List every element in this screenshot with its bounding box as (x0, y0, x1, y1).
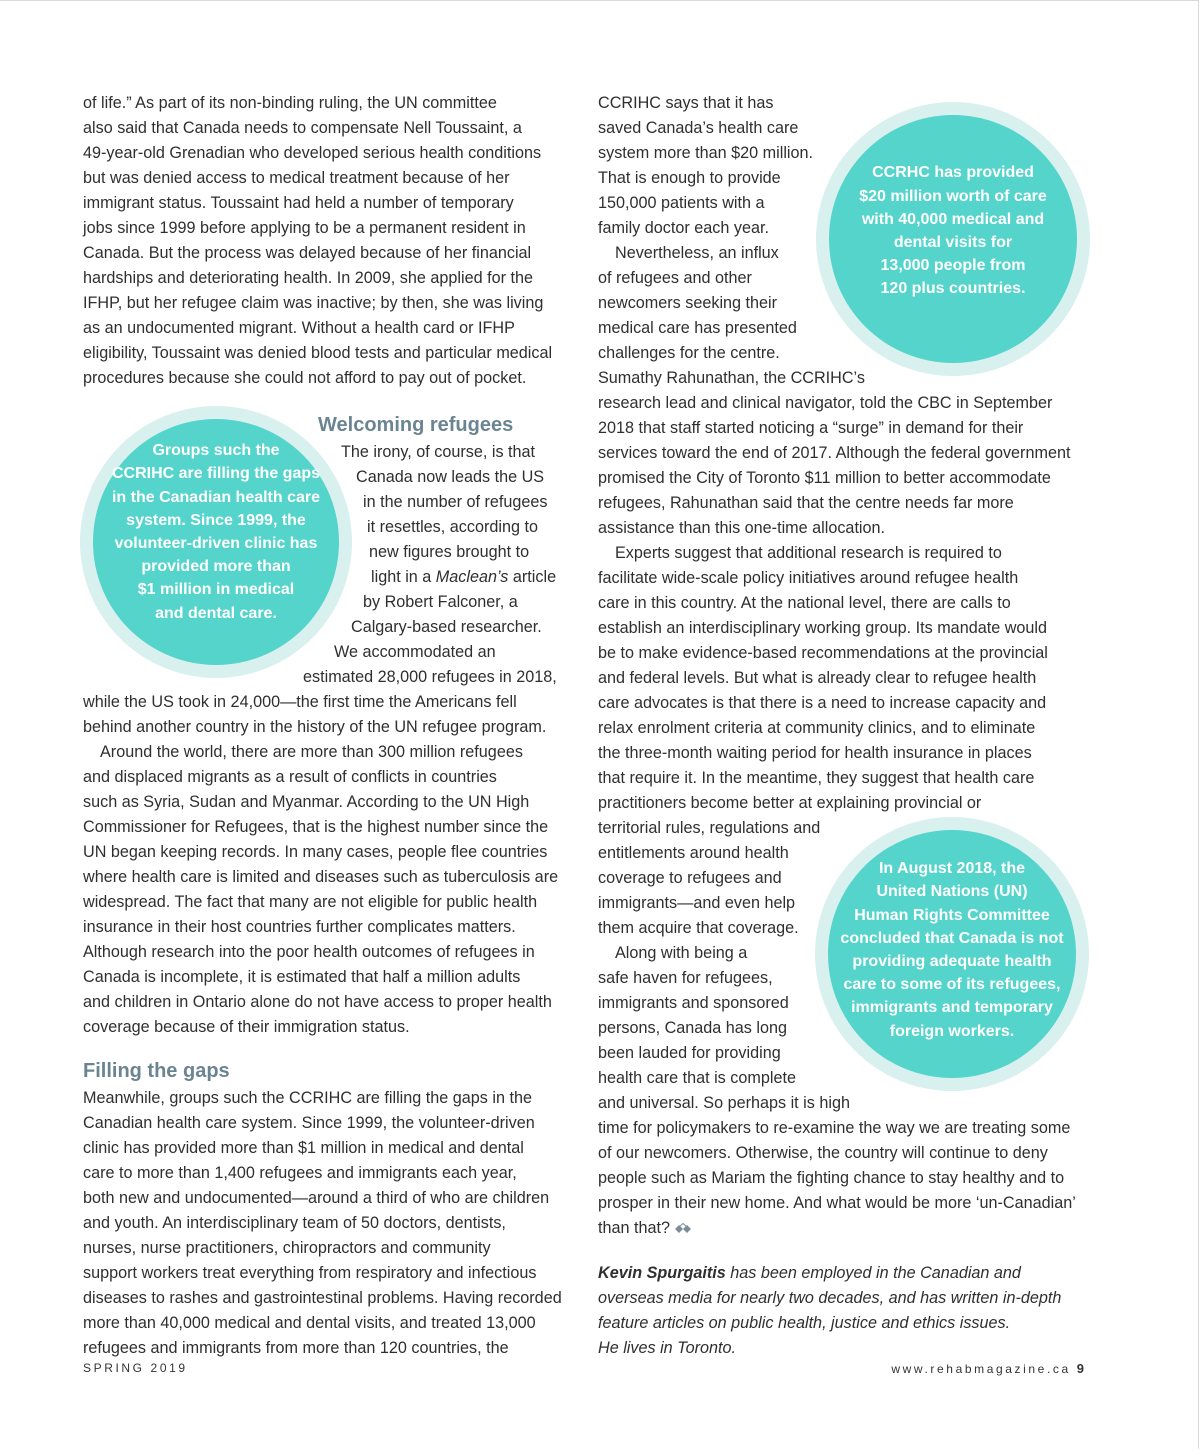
text-line: immigrant status. Toussaint had held a number of temporary (83, 194, 514, 212)
text-line: Sumathy Rahunathan, the CCRIHC’s (598, 369, 865, 387)
text-line: jobs since 1999 before applying to be a permanent resident in (83, 219, 526, 237)
text-fragment: light in a (371, 568, 436, 586)
text-line: care in this country. At the national level, there are calls to (598, 594, 1011, 612)
text-line: UN began keeping records. In many cases, people flee countries (83, 843, 548, 861)
pullquote-line: United Nations (UN) (876, 883, 1028, 901)
text-line: establish an interdisciplinary working group. Its mandate would (598, 619, 1047, 637)
text-line: 150,000 patients with a (598, 194, 765, 212)
text-line: while the US took in 24,000—the first time the Americans fell (83, 693, 517, 711)
text-line: Experts suggest that additional research is required to (615, 544, 1002, 562)
text-line: Canada is incomplete, it is estimated that half a million adults (83, 968, 521, 986)
text-line: system more than $20 million. (598, 144, 814, 162)
text-line: Canada now leads the US (356, 468, 545, 486)
text-line: Along with being a (615, 944, 748, 962)
text-line: 49-year-old Grenadian who developed serious health conditions (83, 144, 542, 162)
pullquote-bubble-left (93, 419, 339, 665)
text-line: relax enrolment criteria at community clinics, and to eliminate (598, 719, 1036, 737)
publication-title: Maclean’s (435, 568, 509, 586)
text-line: widespread. The fact that many are not eligible for public health (83, 893, 538, 911)
text-line (598, 1216, 694, 1241)
text-line: Canada. But the process was delayed because of her financial (83, 244, 532, 262)
text-line: be to make evidence-based recommendations at the provincial (598, 644, 1048, 662)
author-name: Kevin Spurgaitis (598, 1264, 726, 1282)
footer-website[interactable]: www.rehabmagazine.ca (891, 1362, 1071, 1376)
text-line: assistance than this one-time allocation. (598, 519, 886, 537)
pullquote-line: concluded that Canada is not (840, 929, 1064, 947)
text-line: behind another country in the history of the UN refugee program. (83, 718, 547, 736)
text-line: people such as Mariam the fighting chance to stay healthy and to (598, 1169, 1065, 1187)
text-line: by Robert Falconer, a (363, 593, 518, 611)
text-line: as an undocumented migrant. Without a health card or IFHP (83, 319, 515, 337)
text-line: and universal. So perhaps it is high (598, 1094, 850, 1112)
text-line: new figures brought to (369, 543, 530, 561)
text-fragment: than that? (598, 1219, 671, 1237)
text-line: health care that is complete (598, 1069, 796, 1087)
text-line: That is enough to provide (598, 169, 781, 187)
pullquote-line: In August 2018, the (878, 860, 1026, 878)
text-line: CCRIHC says that it has (598, 94, 774, 112)
text-line: The irony, of course, is that (341, 443, 536, 461)
pullquote-line: immigrants and temporary (851, 999, 1053, 1017)
pullquote-line: 13,000 people from (880, 257, 1026, 275)
text-line: also said that Canada needs to compensate Nell Toussaint, a (83, 119, 522, 137)
text-line: in the number of refugees (363, 493, 548, 511)
pullquote-line: with 40,000 medical and (861, 210, 1045, 228)
pullquote-line: provided more than (141, 558, 291, 576)
text-line: eligibility, Toussaint was denied blood tests and particular medical (83, 344, 553, 362)
author-bio-line: feature articles on public health, justice and ethics issues. (598, 1314, 1011, 1332)
pullquote-line: $20 million worth of care (859, 187, 1047, 205)
text-line: services toward the end of 2017. Although the federal government (598, 444, 1071, 462)
end-mark-icon (672, 1223, 694, 1235)
text-line: the three-month waiting period for health insurance in places (598, 744, 1032, 762)
text-line: nurses, nurse practitioners, chiropractors and community (83, 1239, 491, 1257)
text-line: Canadian health care system. Since 1999, the volunteer-driven (83, 1114, 535, 1132)
text-line: diseases to rashes and gastrointestinal problems. Having recorded (83, 1289, 562, 1307)
text-line: prosper in their new home. And what would be more ‘un-Canadian’ (598, 1194, 1076, 1212)
text-line: clinic has provided more than $1 million in medical and dental (83, 1139, 524, 1157)
pullquote-line: CCRIHC are filling the gaps (111, 465, 321, 483)
text-line: support workers treat everything from respiratory and infectious (83, 1264, 537, 1282)
text-line: immigrants—and even help (598, 894, 796, 912)
text-line: immigrants and sponsored (598, 994, 789, 1012)
pullquote-line: providing adequate health (852, 953, 1052, 970)
pullquote-line: $1 million in medical (137, 581, 295, 599)
text-line: coverage because of their immigration status. (83, 1018, 410, 1036)
text-line: IFHP, but her refugee claim was inactive; by then, she was living (83, 294, 544, 312)
footer-right (891, 1361, 1084, 1376)
text-line: of our newcomers. Otherwise, the country will continue to deny (598, 1144, 1048, 1162)
pullquote-bubble-top-right (829, 115, 1077, 363)
pullquote-line: CCRHC has provided (872, 164, 1034, 182)
text-line: safe haven for refugees, (598, 969, 773, 987)
text-line: family doctor each year. (598, 219, 769, 237)
text-line: Commissioner for Refugees, that is the highest number since the (83, 818, 549, 836)
pullquote-line: care to some of its refugees, (843, 976, 1061, 994)
text-line: territorial rules, regulations and (598, 819, 821, 837)
text-line: refugees and immigrants from more than 120 countries, the (83, 1339, 509, 1357)
text-line: but was denied access to medical treatment because of her (83, 169, 510, 187)
pullquote-line: dental visits for (893, 234, 1013, 251)
text-line: We accommodated an (334, 643, 496, 661)
text-line: insurance in their host countries further complicates matters. (83, 918, 516, 936)
text-line: that require it. In the meantime, they suggest that health care (598, 769, 1035, 787)
text-line: Nevertheless, an influx (615, 244, 779, 262)
text-line: challenges for the centre. (598, 344, 780, 362)
text-line: Meanwhile, groups such the CCRIHC are filling the gaps in the (83, 1089, 532, 1107)
text-line: persons, Canada has long (598, 1019, 787, 1037)
text-line: newcomers seeking their (598, 294, 778, 312)
text-line: practitioners become better at explaining provincial or (598, 794, 982, 812)
text-line: such as Syria, Sudan and Myanmar. According to the UN High (83, 793, 530, 811)
pullquote-bubble-bottom-right (828, 830, 1076, 1078)
text-line: where health care is limited and diseases such as tuberculosis are (83, 868, 559, 886)
text-line: promised the City of Toronto $11 million to better accommodate (598, 469, 1051, 487)
text-line: care to more than 1,400 refugees and immigrants each year, (83, 1164, 517, 1182)
text-line: of life.” As part of its non-binding ruling, the UN committee (83, 94, 497, 112)
text-line: more than 40,000 medical and dental visits, and treated 13,000 (83, 1314, 536, 1332)
text-line: facilitate wide-scale policy initiatives around refugee health (598, 569, 1019, 587)
text-line: medical care has presented (598, 319, 797, 337)
pullquote-line: and dental care. (155, 604, 277, 622)
section-heading-filling-gaps: Filling the gaps (83, 1060, 230, 1082)
section-heading-welcoming: Welcoming refugees (318, 414, 514, 436)
text-line: and displaced migrants as a result of conflicts in countries (83, 768, 497, 786)
text-fragment: has been employed in the Canadian and (725, 1264, 1021, 1282)
text-line: and federal levels. But what is already clear to refugee health (598, 669, 1037, 687)
text-line: hardships and deteriorating health. In 2009, she applied for the (83, 269, 533, 287)
text-line: and youth. An interdisciplinary team of 50 doctors, dentists, (83, 1214, 506, 1232)
text-line: been lauded for providing (598, 1044, 781, 1062)
text-line: and children in Ontario alone do not have access to proper health (83, 993, 552, 1011)
text-line: time for policymakers to re-examine the way we are treating some (598, 1119, 1071, 1137)
text-line: Calgary-based researcher. (351, 618, 542, 636)
pullquote-line: 120 plus countries. (880, 280, 1026, 298)
author-bio-line: He lives in Toronto. (598, 1339, 736, 1357)
pullquote-line: foreign workers. (889, 1022, 1015, 1040)
text-line: 2018 that staff started noticing a “surge” in demand for their (598, 419, 1024, 437)
pullquote-line: Groups such the (152, 442, 280, 460)
text-line (371, 565, 556, 590)
text-line: them acquire that coverage. (598, 919, 799, 937)
text-line: research lead and clinical navigator, told the CBC in September (598, 394, 1053, 412)
text-line: entitlements around health (598, 844, 789, 862)
text-line: it resettles, according to (367, 518, 538, 536)
pullquote-line: in the Canadian health care (111, 488, 321, 506)
text-line: Around the world, there are more than 300 million refugees (100, 743, 523, 761)
pullquote-line: system. Since 1999, the (126, 511, 306, 529)
pullquote-line: volunteer-driven clinic has (114, 535, 318, 552)
text-line: refugees, Rahunathan said that the centre needs far more (598, 494, 1014, 512)
page-number: 9 (1076, 1361, 1084, 1376)
author-bio-line: overseas media for nearly two decades, and has written in-depth (598, 1289, 1062, 1307)
text-line: care advocates is that there is a need to increase capacity and (598, 694, 1047, 712)
footer-issue: SPRING 2019 (83, 1361, 188, 1375)
author-bio-line (598, 1261, 1021, 1286)
text-line: saved Canada’s health care (598, 119, 799, 137)
text-line: estimated 28,000 refugees in 2018, (303, 668, 557, 686)
text-fragment: article (508, 568, 557, 586)
text-line: of refugees and other (598, 269, 752, 287)
text-line: both new and undocumented—around a third of who are children (83, 1189, 550, 1207)
text-line: procedures because she could not afford to pay out of pocket. (83, 369, 527, 387)
text-line: Although research into the poor health outcomes of refugees in (83, 943, 535, 961)
pullquote-line: Human Rights Committee (854, 906, 1050, 924)
text-line: coverage to refugees and (598, 869, 782, 887)
